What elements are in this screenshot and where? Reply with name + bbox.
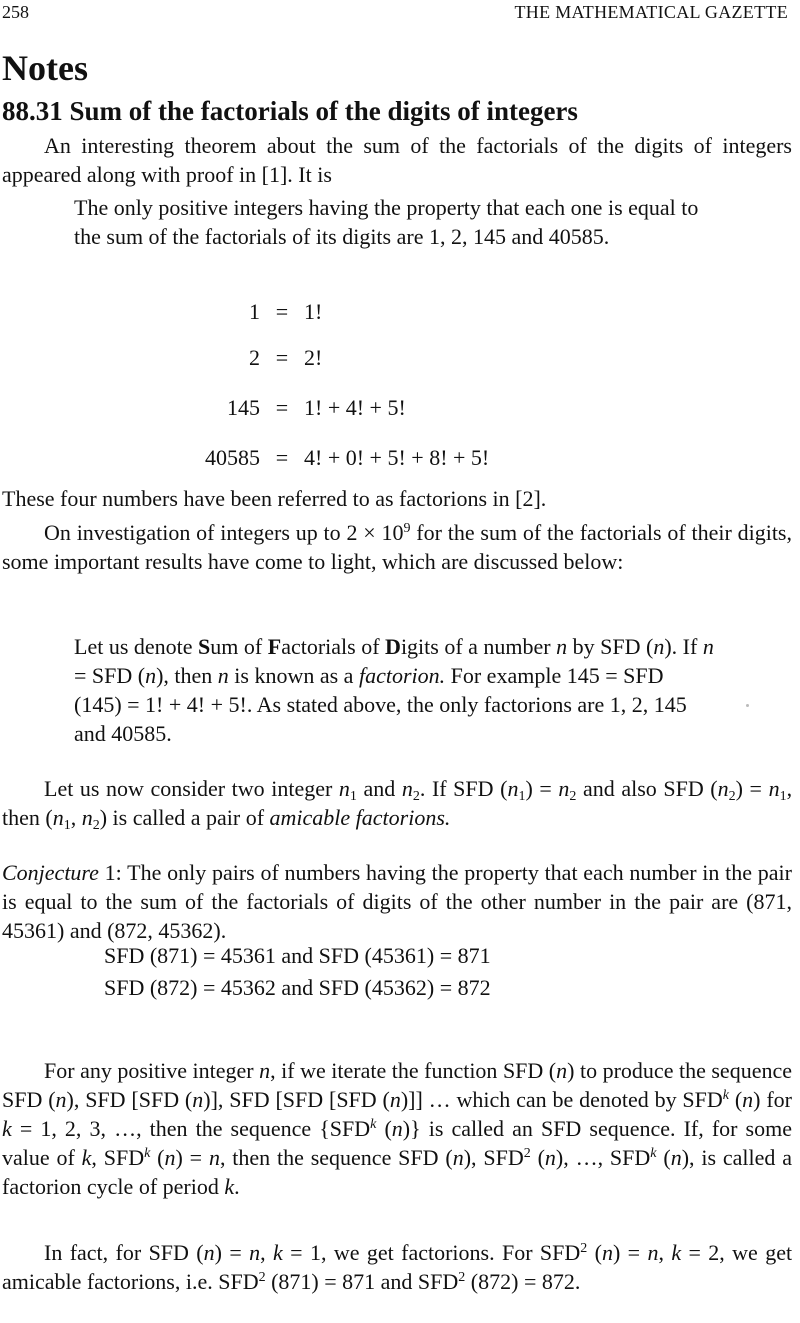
conjecture-text: 1: The only pairs of numbers having the property that each number in the pair is equal to the sum of the factorials of digits of the other number in the pair are (871, 45361) and (872, 45362). — [2, 860, 792, 943]
para-text: For any positive integer — [44, 1058, 260, 1083]
variable: n — [391, 1116, 403, 1141]
para-text: ( — [729, 1087, 743, 1112]
equation-row — [160, 382, 489, 432]
def-text: is known as a — [228, 663, 359, 688]
variable: n — [55, 1087, 67, 1112]
para-text: ), SFD — [463, 1145, 524, 1170]
para-text: )]] … which can be denoted by SFD — [400, 1087, 723, 1112]
variable: n — [768, 776, 780, 801]
para-text: and also SFD ( — [576, 776, 718, 801]
variable: n — [259, 1058, 271, 1083]
para-text: ) for — [753, 1087, 792, 1112]
variable: n — [389, 1087, 401, 1112]
para-text: ) = — [612, 1240, 648, 1265]
intro-paragraph: An interesting theorem about the sum of the factorials of the digits of integers appeared along with proof in [1]. It is — [2, 133, 792, 187]
exponent: 2 — [458, 1270, 466, 1285]
variable: n — [452, 1145, 464, 1170]
para-text: In fact, for SFD ( — [44, 1240, 204, 1265]
variable: n — [81, 805, 93, 830]
journal-title: THE MATHEMATICAL GAZETTE — [514, 2, 788, 22]
para-text: , then the sequence SFD ( — [219, 1145, 453, 1170]
variable: n — [52, 805, 64, 830]
equation-row — [160, 332, 489, 382]
variable: k — [144, 1146, 151, 1161]
para-text: (872) = 872. — [465, 1269, 581, 1294]
variable: n — [164, 1145, 176, 1170]
subscript: 2 — [92, 818, 100, 833]
def-text: by SFD ( — [567, 634, 654, 659]
section-title: Notes — [2, 48, 88, 88]
para-text: , if we iterate the function SFD ( — [270, 1058, 557, 1083]
subscript: 1 — [779, 789, 787, 804]
para-text: ) = — [175, 1145, 209, 1170]
defined-term: amicable factorions. — [269, 805, 451, 830]
page-speck — [746, 704, 749, 707]
exponent: 2 — [523, 1146, 531, 1161]
variable: k — [671, 1240, 682, 1265]
para-text: = 1, we get factorions. For SFD — [282, 1240, 581, 1265]
variable: k — [224, 1174, 235, 1199]
variable: k — [650, 1146, 657, 1161]
bold-letter: F — [267, 634, 282, 659]
conjecture-label: Conjecture — [2, 860, 99, 885]
variable: n — [742, 1087, 754, 1112]
para-text: ) = — [214, 1240, 250, 1265]
note-title: 88.31 Sum of the factorials of the digits of integers — [2, 96, 578, 126]
para-text: = 1, 2, 3, …, then the sequence {SFD — [11, 1116, 371, 1141]
equation-rhs: 4! + 0! + 5! + 8! + 5! — [304, 444, 490, 470]
theorem-quote: The only positive integers having the property that each one is equal to the sum of the factorials of its digits are 1, 2, 145 and 40585. — [74, 195, 699, 249]
sfd-pair-line: SFD (871) = 45361 and SFD (45361) = 871 — [104, 943, 491, 968]
running-head — [0, 0, 794, 24]
para-text: , SFD — [91, 1145, 145, 1170]
variable: n — [249, 1240, 261, 1265]
variable: n — [670, 1145, 682, 1170]
def-text: um of — [210, 634, 268, 659]
variable: n — [217, 663, 229, 688]
para-text: ) = — [525, 776, 559, 801]
para-text: . If SFD ( — [419, 776, 508, 801]
variable: n — [702, 634, 714, 659]
para-text: = 2, we get amicable factorions, i.e. SFD — [2, 1240, 793, 1294]
variable: n — [717, 776, 729, 801]
para-text: and — [356, 776, 402, 801]
variable: n — [208, 1145, 220, 1170]
para-text: . — [234, 1174, 240, 1199]
investigation-paragraph — [2, 518, 792, 576]
equation-rhs: 1! — [304, 298, 323, 324]
factorion-equations — [160, 290, 489, 482]
variable: k — [81, 1145, 92, 1170]
sfd-pair-line: SFD (872) = 45362 and SFD (45362) = 872 — [104, 975, 491, 1000]
para-text: ( — [376, 1116, 392, 1141]
para-text: , — [70, 805, 82, 830]
equation-lhs: 2 — [249, 344, 260, 370]
equation-lhs: 1 — [249, 298, 260, 324]
equation-rhs: 2! — [304, 344, 323, 370]
subscript: 2 — [728, 789, 736, 804]
def-text: Let us denote — [74, 634, 199, 659]
variable: n — [203, 1240, 215, 1265]
variable: n — [601, 1240, 613, 1265]
investigation-text: for the sum of the factorials of their digits, some important results have come to light, which are discussed below: — [2, 520, 792, 574]
equals-sign: = — [275, 298, 289, 324]
equation-lhs: 145 — [227, 394, 260, 420]
subscript: 2 — [569, 789, 577, 804]
para-text: )], SFD [SFD [SFD ( — [203, 1087, 390, 1112]
page-number: 258 — [2, 2, 29, 22]
def-text: ). If — [664, 634, 703, 659]
defined-term: factorion. — [358, 663, 446, 688]
variable: n — [647, 1240, 659, 1265]
variable: n — [653, 634, 665, 659]
para-text: ( — [587, 1240, 602, 1265]
variable: n — [507, 776, 519, 801]
investigation-text: On investigation of integers up to 2 × 10 — [44, 520, 404, 545]
variable: n — [338, 776, 350, 801]
para-text: Let us now consider two integer — [44, 776, 339, 801]
subscript: 1 — [518, 789, 526, 804]
def-text: = SFD ( — [74, 663, 146, 688]
variable: n — [145, 663, 157, 688]
variable: k — [370, 1117, 377, 1132]
equation-rhs: 1! + 4! + 5! — [304, 394, 406, 420]
def-text: ), then — [156, 663, 218, 688]
equals-sign: = — [275, 394, 289, 420]
equals-sign: = — [275, 444, 289, 470]
subscript: 1 — [349, 789, 357, 804]
bold-letter: S — [198, 634, 211, 659]
amicable-paragraph — [2, 774, 792, 832]
equals-sign: = — [275, 344, 289, 370]
equation-row — [160, 290, 489, 332]
factorions-sentence: These four numbers have been referred to as factorions in [2]. — [2, 486, 547, 511]
para-text: )} is called an SFD sequence. If, for some value of — [2, 1116, 792, 1170]
para-text: ( — [530, 1145, 545, 1170]
definition-block — [74, 632, 714, 748]
para-text: ), SFD [SFD ( — [66, 1087, 193, 1112]
variable: n — [401, 776, 413, 801]
variable: n — [558, 776, 570, 801]
subscript: 1 — [63, 818, 71, 833]
conclusion-paragraph — [2, 1238, 792, 1296]
def-text: For example 145 = SFD (145) = 1! + 4! + 5!. As stated above, the only factorions are 1, 2, 145 and 40585. — [74, 663, 687, 746]
para-text: ) = — [735, 776, 769, 801]
para-text: , then ( — [2, 776, 793, 830]
variable: k — [273, 1240, 283, 1265]
para-text: ), is called a factorion cycle of period — [2, 1145, 792, 1199]
sfd-pair-equations — [104, 940, 704, 1004]
exponent: 2 — [258, 1270, 266, 1285]
variable: n — [556, 1058, 568, 1083]
variable: n — [544, 1145, 556, 1170]
bold-letter: D — [385, 634, 401, 659]
para-text: ( — [656, 1145, 671, 1170]
para-text: ( — [150, 1145, 165, 1170]
exponent: 2 — [580, 1241, 588, 1256]
def-text: actorials of — [281, 634, 386, 659]
variable: k — [2, 1116, 12, 1141]
conjecture-paragraph — [2, 858, 792, 945]
subscript: 2 — [412, 789, 420, 804]
para-text: ) is called a pair of — [99, 805, 270, 830]
equation-row — [160, 432, 489, 482]
def-text: igits of a number — [400, 634, 557, 659]
para-text: , — [658, 1240, 672, 1265]
iteration-paragraph — [2, 1056, 792, 1201]
variable: k — [722, 1088, 729, 1103]
variable: n — [556, 634, 568, 659]
variable: n — [192, 1087, 204, 1112]
equation-lhs: 40585 — [205, 444, 260, 470]
exponent: 9 — [403, 521, 411, 536]
para-text: , — [260, 1240, 274, 1265]
para-text: ), …, SFD — [555, 1145, 651, 1170]
para-text: (871) = 871 and SFD — [265, 1269, 459, 1294]
para-text: ) to produce the sequence SFD ( — [2, 1058, 792, 1112]
